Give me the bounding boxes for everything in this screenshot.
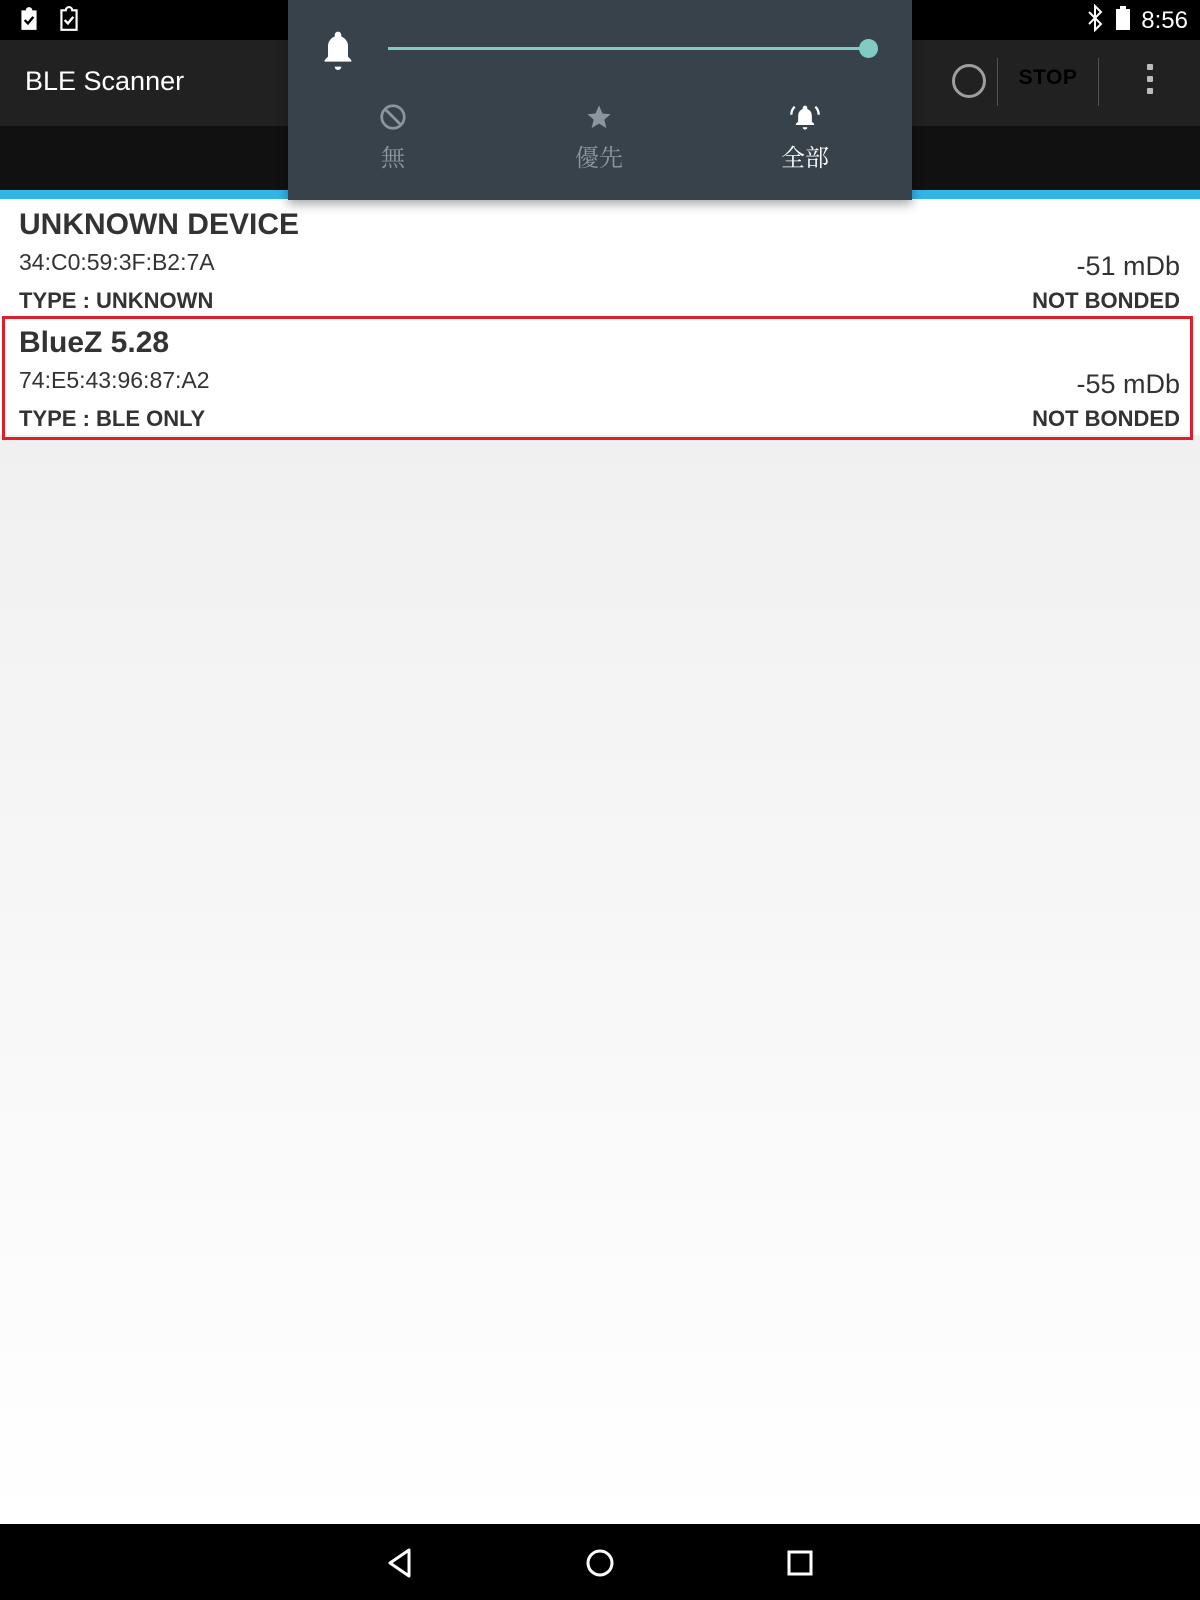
device-type: TYPE : UNKNOWN bbox=[19, 288, 214, 313]
progress-spinner-icon bbox=[952, 64, 986, 98]
device-list bbox=[0, 199, 1200, 1524]
clipboard-check-icon bbox=[56, 6, 82, 37]
bluetooth-icon bbox=[1085, 4, 1105, 37]
home-icon[interactable] bbox=[578, 1541, 622, 1585]
battery-icon bbox=[1115, 4, 1131, 37]
device-name: BlueZ 5.28 bbox=[19, 326, 170, 359]
stop-button[interactable]: STOP bbox=[1018, 66, 1078, 89]
device-row-unknown[interactable] bbox=[0, 199, 1200, 317]
mode-all[interactable] bbox=[730, 100, 880, 173]
toolbar-divider bbox=[1098, 58, 1099, 106]
all-notifications-bell-icon bbox=[730, 100, 880, 134]
device-address: 34:C0:59:3F:B2:7A bbox=[19, 249, 215, 275]
device-type: TYPE : BLE ONLY bbox=[19, 406, 206, 431]
mode-label: 全部 bbox=[781, 144, 829, 172]
mode-label: 無 bbox=[381, 144, 405, 172]
device-name: UNKNOWN DEVICE bbox=[19, 208, 300, 241]
clipboard-check-icon bbox=[16, 6, 42, 37]
volume-slider-thumb[interactable] bbox=[859, 39, 878, 58]
mode-none[interactable] bbox=[318, 100, 468, 173]
device-rssi: -55 mDb bbox=[1076, 369, 1180, 399]
recents-icon[interactable] bbox=[778, 1541, 822, 1585]
device-row-bluez[interactable] bbox=[0, 317, 1200, 435]
clock: 8:56 bbox=[1141, 6, 1188, 34]
priority-star-icon bbox=[524, 100, 674, 134]
volume-panel bbox=[288, 0, 912, 200]
overflow-menu-icon[interactable] bbox=[1140, 64, 1160, 102]
navigation-bar bbox=[0, 1524, 1200, 1600]
mode-label: 優先 bbox=[575, 144, 623, 172]
device-bond-status: NOT BONDED bbox=[1032, 406, 1180, 431]
device-address: 74:E5:43:96:87:A2 bbox=[19, 367, 210, 393]
mode-priority[interactable] bbox=[524, 100, 674, 173]
bell-icon[interactable] bbox=[318, 28, 358, 77]
app-title: BLE Scanner bbox=[25, 66, 185, 96]
volume-slider[interactable] bbox=[388, 47, 868, 50]
status-bar-system bbox=[1085, 4, 1188, 37]
status-bar-notifications bbox=[16, 6, 82, 37]
device-bond-status: NOT BONDED bbox=[1032, 288, 1180, 313]
back-icon[interactable] bbox=[378, 1541, 422, 1585]
no-interruptions-icon bbox=[318, 100, 468, 134]
toolbar-divider bbox=[997, 58, 998, 106]
device-rssi: -51 mDb bbox=[1076, 251, 1180, 281]
